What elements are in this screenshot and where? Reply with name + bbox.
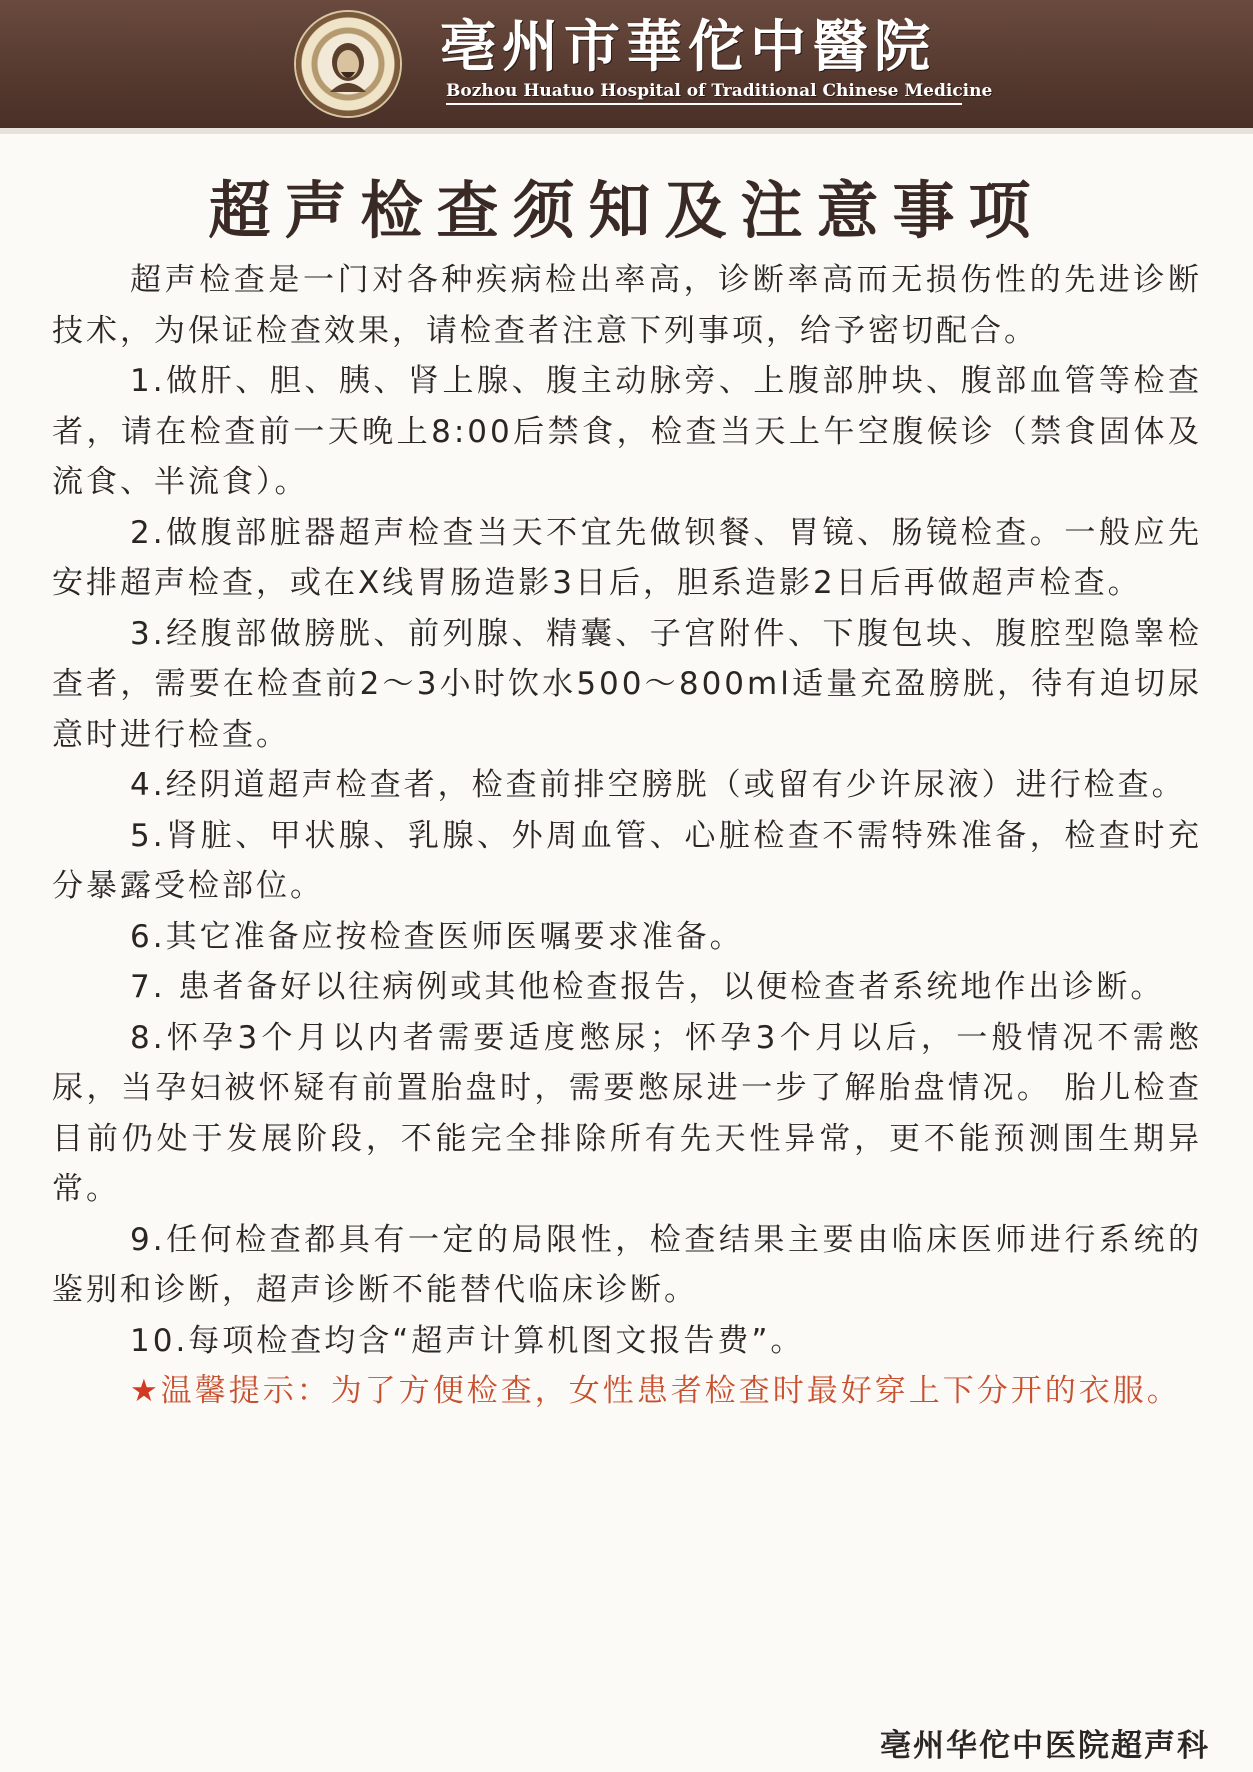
notice-item-2: 2.做腹部脏器超声检查当天不宜先做钡餐、胃镜、肠镜检查。一般应先安排超声检查，或在X线胃肠造影3日后，胆系造影2日后再做超声检查。 bbox=[52, 514, 1202, 601]
notice-item-3: 3.经腹部做膀胱、前列腺、精囊、子宫附件、下腹包块、腹腔型隐睾检查者，需要在检查前2～3小时饮水500～800ml适量充盈膀胱，待有迫切尿意时进行检查。 bbox=[52, 615, 1202, 753]
portrait-icon bbox=[296, 12, 400, 116]
notice-item-4: 4.经阴道超声检查者，检查前排空膀胱（或留有少许尿液）进行检查。 bbox=[130, 767, 1186, 803]
hospital-header bbox=[0, 0, 1253, 128]
page-title: 超声检查须知及注意事项 bbox=[208, 174, 1045, 247]
notice-item-1: 1.做肝、胆、胰、肾上腺、腹主动脉旁、上腹部肿块、腹部血管等检查者，请在检查前一天晚上8:00后禁食，检查当天上午空腹候诊（禁食固体及流食、半流食）。 bbox=[52, 363, 1202, 500]
notice-item-10: 10.每项检查均含“超声计算机图文报告费”。 bbox=[130, 1322, 805, 1359]
warm-tip-text: 温馨提示：为了方便检查，女性患者检查时最好穿上下分开的衣服。 bbox=[160, 1373, 1181, 1409]
hospital-logo-emblem bbox=[296, 12, 400, 116]
hospital-name-english: Bozhou Huatuo Hospital of Traditional Chinese Medicine bbox=[446, 81, 993, 101]
notice-item-6: 6.其它准备应按检查医师医嘱要求准备。 bbox=[130, 918, 744, 955]
star-icon: ★ bbox=[130, 1373, 161, 1409]
intro-paragraph: 超声检查是一门对各种疾病检出率高，诊断率高而无损伤性的先进诊断技术，为保证检查效果，请检查者注意下列事项，给予密切配合。 bbox=[52, 262, 1202, 349]
warm-tip bbox=[52, 1366, 1202, 1417]
department-signature: 亳州华佗中医院超声科 bbox=[880, 1728, 1210, 1764]
notice-item-8: 8.怀孕3个月以内者需要适度憋尿；怀孕3个月以后，一般情况不需憋尿，当孕妇被怀疑有前置胎盘时，需要憋尿进一步了解胎盘情况。 胎儿检查目前仍处于发展阶段，不能完全排除所有先天性异常，更不能预测围生期异常。 bbox=[52, 1019, 1202, 1207]
notice-item-7: 7. 患者备好以往病例或其他检查报告，以便检查者系统地作出诊断。 bbox=[130, 969, 1165, 1005]
notice-item-9: 9.任何检查都具有一定的局限性，检查结果主要由临床医师进行系统的鉴别和诊断，超声诊断不能替代临床诊断。 bbox=[52, 1221, 1202, 1308]
header-bottom-border bbox=[0, 128, 1253, 134]
notice-body bbox=[52, 255, 1202, 1417]
header-divider bbox=[446, 103, 962, 105]
hospital-name: 亳州市華佗中醫院 bbox=[440, 14, 936, 80]
notice-item-5: 5.肾脏、甲状腺、乳腺、外周血管、心脏检查不需特殊准备，检查时充分暴露受检部位。 bbox=[52, 817, 1202, 904]
